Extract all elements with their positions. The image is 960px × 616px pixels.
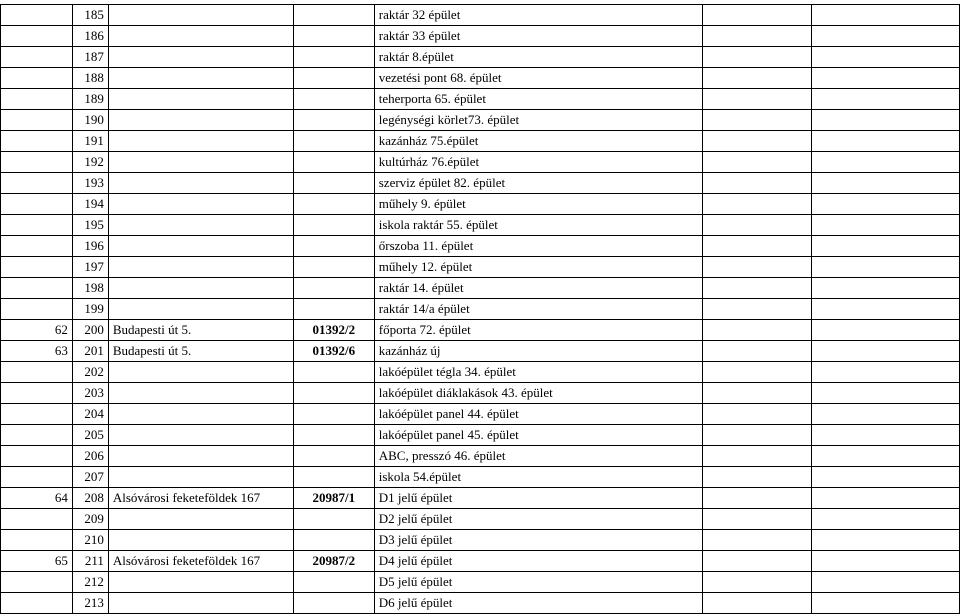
table-row (1, 530, 960, 551)
row-id-cell: 197 (72, 257, 108, 278)
row-number-cell (1, 110, 73, 131)
lot-number-cell (293, 26, 374, 47)
lot-number-cell: 01392/6 (293, 341, 374, 362)
empty-cell (812, 47, 960, 68)
row-id-cell: 201 (72, 341, 108, 362)
address-cell (108, 572, 293, 593)
lot-number-cell (293, 257, 374, 278)
building-cell: vezetési pont 68. épület (374, 68, 703, 89)
lot-number-cell (293, 215, 374, 236)
lot-number-cell (293, 110, 374, 131)
address-cell: Alsóvárosi feketeföldek 167 (108, 551, 293, 572)
row-number-cell (1, 68, 73, 89)
row-number-cell (1, 215, 73, 236)
empty-cell (703, 383, 812, 404)
empty-cell (812, 530, 960, 551)
row-number-cell (1, 425, 73, 446)
lot-number-cell (293, 509, 374, 530)
row-number-cell: 62 (1, 320, 73, 341)
address-cell (108, 26, 293, 47)
empty-cell (812, 131, 960, 152)
empty-cell (703, 152, 812, 173)
row-number-cell (1, 26, 73, 47)
building-cell: teherporta 65. épület (374, 89, 703, 110)
building-cell: kazánház 75.épület (374, 131, 703, 152)
row-id-cell: 204 (72, 404, 108, 425)
row-id-cell: 202 (72, 362, 108, 383)
table-row (1, 173, 960, 194)
building-cell: legénységi körlet73. épület (374, 110, 703, 131)
table-row (1, 89, 960, 110)
address-cell (108, 5, 293, 26)
building-cell: kazánház új (374, 341, 703, 362)
row-number-cell (1, 194, 73, 215)
table-row (1, 194, 960, 215)
table-row (1, 152, 960, 173)
empty-cell (703, 89, 812, 110)
row-id-cell: 196 (72, 236, 108, 257)
row-number-cell: 63 (1, 341, 73, 362)
empty-cell (812, 152, 960, 173)
address-cell (108, 593, 293, 614)
address-cell (108, 446, 293, 467)
lot-number-cell (293, 68, 374, 89)
empty-cell (812, 236, 960, 257)
empty-cell (812, 572, 960, 593)
lot-number-cell (293, 278, 374, 299)
building-cell: szerviz épület 82. épület (374, 173, 703, 194)
lot-number-cell (293, 299, 374, 320)
empty-cell (812, 362, 960, 383)
address-cell (108, 530, 293, 551)
empty-cell (703, 446, 812, 467)
row-number-cell (1, 278, 73, 299)
lot-number-cell (293, 5, 374, 26)
address-cell (108, 236, 293, 257)
lot-number-cell (293, 593, 374, 614)
building-cell: D5 jelű épület (374, 572, 703, 593)
building-cell: műhely 9. épület (374, 194, 703, 215)
building-cell: D6 jelű épület (374, 593, 703, 614)
empty-cell (703, 362, 812, 383)
row-id-cell: 195 (72, 215, 108, 236)
lot-number-cell (293, 467, 374, 488)
row-number-cell (1, 362, 73, 383)
empty-cell (812, 299, 960, 320)
row-number-cell (1, 593, 73, 614)
address-cell: Alsóvárosi feketeföldek 167 (108, 488, 293, 509)
building-cell: raktár 33 épület (374, 26, 703, 47)
row-number-cell (1, 530, 73, 551)
lot-number-cell (293, 425, 374, 446)
table-row (1, 236, 960, 257)
empty-cell (703, 26, 812, 47)
address-cell (108, 404, 293, 425)
row-id-cell: 189 (72, 89, 108, 110)
row-id-cell: 205 (72, 425, 108, 446)
lot-number-cell (293, 362, 374, 383)
row-id-cell: 186 (72, 26, 108, 47)
empty-cell (812, 383, 960, 404)
address-cell (108, 47, 293, 68)
row-id-cell: 190 (72, 110, 108, 131)
table-row (1, 383, 960, 404)
table-row (1, 5, 960, 26)
row-number-cell (1, 446, 73, 467)
address-cell (108, 467, 293, 488)
empty-cell (703, 5, 812, 26)
empty-cell (812, 320, 960, 341)
empty-cell (703, 425, 812, 446)
table-row (1, 488, 960, 509)
empty-cell (703, 68, 812, 89)
building-cell: kultúrház 76.épület (374, 152, 703, 173)
empty-cell (703, 299, 812, 320)
building-cell: D1 jelű épület (374, 488, 703, 509)
row-id-cell: 206 (72, 446, 108, 467)
lot-number-cell (293, 47, 374, 68)
empty-cell (812, 551, 960, 572)
address-cell (108, 152, 293, 173)
empty-cell (703, 341, 812, 362)
address-cell (108, 194, 293, 215)
row-number-cell: 65 (1, 551, 73, 572)
row-id-cell: 213 (72, 593, 108, 614)
empty-cell (703, 509, 812, 530)
lot-number-cell (293, 152, 374, 173)
address-cell (108, 173, 293, 194)
row-id-cell: 211 (72, 551, 108, 572)
empty-cell (703, 572, 812, 593)
empty-cell (812, 89, 960, 110)
table-row (1, 404, 960, 425)
row-number-cell (1, 5, 73, 26)
table-row (1, 509, 960, 530)
address-cell (108, 383, 293, 404)
table-row (1, 467, 960, 488)
table-row (1, 593, 960, 614)
empty-cell (812, 404, 960, 425)
table-row (1, 110, 960, 131)
building-cell: raktár 14/a épület (374, 299, 703, 320)
row-id-cell: 208 (72, 488, 108, 509)
row-number-cell (1, 257, 73, 278)
empty-cell (812, 257, 960, 278)
empty-cell (812, 425, 960, 446)
address-cell (108, 509, 293, 530)
table-row (1, 551, 960, 572)
address-cell (108, 299, 293, 320)
lot-number-cell: 01392/2 (293, 320, 374, 341)
row-number-cell (1, 383, 73, 404)
table-row (1, 26, 960, 47)
empty-cell (812, 278, 960, 299)
row-number-cell (1, 467, 73, 488)
empty-cell (703, 47, 812, 68)
row-number-cell (1, 299, 73, 320)
building-cell: D4 jelű épület (374, 551, 703, 572)
building-cell: iskola 54.épület (374, 467, 703, 488)
address-cell (108, 68, 293, 89)
table-row (1, 320, 960, 341)
empty-cell (703, 530, 812, 551)
row-id-cell: 210 (72, 530, 108, 551)
empty-cell (812, 341, 960, 362)
row-id-cell: 192 (72, 152, 108, 173)
empty-cell (812, 194, 960, 215)
address-cell (108, 257, 293, 278)
lot-number-cell (293, 89, 374, 110)
address-cell: Budapesti út 5. (108, 320, 293, 341)
address-cell (108, 89, 293, 110)
building-cell: raktár 32 épület (374, 5, 703, 26)
address-cell (108, 425, 293, 446)
table-row (1, 215, 960, 236)
address-cell (108, 215, 293, 236)
row-id-cell: 200 (72, 320, 108, 341)
empty-cell (812, 509, 960, 530)
lot-number-cell (293, 404, 374, 425)
address-cell (108, 110, 293, 131)
table-row (1, 446, 960, 467)
empty-cell (812, 68, 960, 89)
row-id-cell: 193 (72, 173, 108, 194)
building-cell: iskola raktár 55. épület (374, 215, 703, 236)
table-row (1, 47, 960, 68)
row-id-cell: 212 (72, 572, 108, 593)
address-cell (108, 278, 293, 299)
row-number-cell: 64 (1, 488, 73, 509)
table-row (1, 257, 960, 278)
empty-cell (703, 173, 812, 194)
lot-number-cell (293, 383, 374, 404)
table-row (1, 68, 960, 89)
lot-number-cell: 20987/2 (293, 551, 374, 572)
table-row (1, 362, 960, 383)
row-number-cell (1, 152, 73, 173)
empty-cell (703, 194, 812, 215)
building-cell: főporta 72. épület (374, 320, 703, 341)
building-cell: ABC, presszó 46. épület (374, 446, 703, 467)
row-id-cell: 185 (72, 5, 108, 26)
empty-cell (703, 320, 812, 341)
lot-number-cell: 20987/1 (293, 488, 374, 509)
empty-cell (812, 488, 960, 509)
lot-number-cell (293, 236, 374, 257)
address-cell (108, 362, 293, 383)
empty-cell (703, 488, 812, 509)
lot-number-cell (293, 131, 374, 152)
row-id-cell: 191 (72, 131, 108, 152)
row-number-cell (1, 236, 73, 257)
empty-cell (812, 110, 960, 131)
table-row (1, 278, 960, 299)
row-number-cell (1, 131, 73, 152)
lot-number-cell (293, 446, 374, 467)
row-number-cell (1, 173, 73, 194)
property-table (0, 4, 960, 614)
empty-cell (812, 26, 960, 47)
empty-cell (812, 215, 960, 236)
table-row (1, 572, 960, 593)
empty-cell (703, 278, 812, 299)
empty-cell (703, 467, 812, 488)
empty-cell (812, 467, 960, 488)
empty-cell (703, 404, 812, 425)
row-id-cell: 207 (72, 467, 108, 488)
lot-number-cell (293, 173, 374, 194)
empty-cell (812, 5, 960, 26)
empty-cell (703, 551, 812, 572)
row-id-cell: 187 (72, 47, 108, 68)
building-cell: lakóépület diáklakások 43. épület (374, 383, 703, 404)
address-cell: Budapesti út 5. (108, 341, 293, 362)
table-row (1, 425, 960, 446)
lot-number-cell (293, 572, 374, 593)
building-cell: lakóépület tégla 34. épület (374, 362, 703, 383)
table-body (1, 5, 960, 614)
empty-cell (703, 215, 812, 236)
row-number-cell (1, 509, 73, 530)
address-cell (108, 131, 293, 152)
row-id-cell: 194 (72, 194, 108, 215)
table-row (1, 341, 960, 362)
building-cell: D2 jelű épület (374, 509, 703, 530)
empty-cell (703, 257, 812, 278)
building-cell: műhely 12. épület (374, 257, 703, 278)
row-number-cell (1, 47, 73, 68)
empty-cell (812, 593, 960, 614)
building-cell: D3 jelű épület (374, 530, 703, 551)
empty-cell (703, 236, 812, 257)
building-cell: raktár 8.épület (374, 47, 703, 68)
empty-cell (812, 446, 960, 467)
empty-cell (703, 110, 812, 131)
building-cell: lakóépület panel 44. épület (374, 404, 703, 425)
table-row (1, 299, 960, 320)
lot-number-cell (293, 530, 374, 551)
row-id-cell: 188 (72, 68, 108, 89)
row-id-cell: 203 (72, 383, 108, 404)
row-id-cell: 198 (72, 278, 108, 299)
row-number-cell (1, 404, 73, 425)
building-cell: raktár 14. épület (374, 278, 703, 299)
lot-number-cell (293, 194, 374, 215)
row-id-cell: 209 (72, 509, 108, 530)
row-number-cell (1, 89, 73, 110)
empty-cell (812, 173, 960, 194)
building-cell: őrszoba 11. épület (374, 236, 703, 257)
empty-cell (703, 593, 812, 614)
table-row (1, 131, 960, 152)
empty-cell (703, 131, 812, 152)
row-number-cell (1, 572, 73, 593)
building-cell: lakóépület panel 45. épület (374, 425, 703, 446)
row-id-cell: 199 (72, 299, 108, 320)
